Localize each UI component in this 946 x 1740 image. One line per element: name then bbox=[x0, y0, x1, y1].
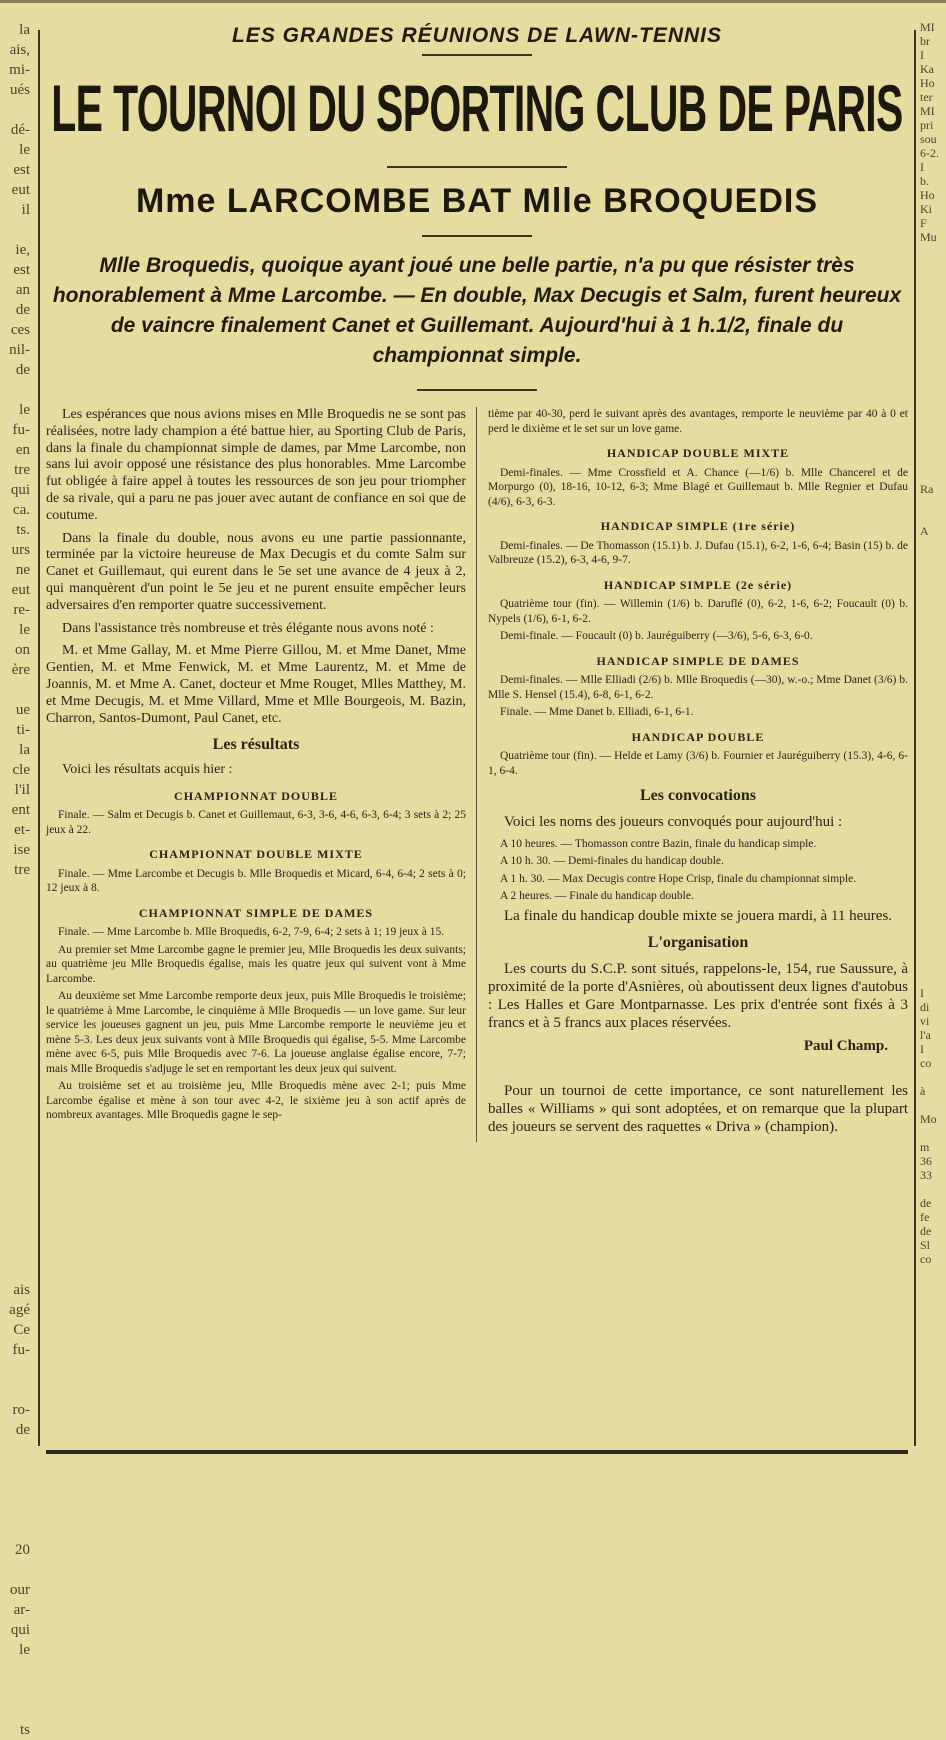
edge-fragment: l'a bbox=[920, 1028, 931, 1042]
result-mixed: Finale. — Mme Larcombe et Decugis b. Mlle Broquedis et Micard, 6-4, 6-4; 2 sets à 0; 12 jeux à 8. bbox=[46, 867, 466, 895]
edge-fragment: le bbox=[19, 1642, 30, 1658]
edge-fragment: de bbox=[15, 302, 30, 318]
results-title: Les résultats bbox=[212, 736, 300, 754]
edge-fragment: ar- bbox=[13, 1602, 30, 1618]
edge-fragment: ués bbox=[10, 82, 30, 98]
handicap-dames-semis: Demi-finales. — Mlle Elliadi (2/6) b. Mlle Broquedis (—30), w.-o.; Mme Danet (3/6) b. Mlle S. Hensel (15.4), 6-8, 6-1, 6-2. bbox=[488, 674, 908, 701]
edge-fragment: est bbox=[13, 262, 30, 278]
result-heading-ladies: CHAMPIONNAT SIMPLE DE DAMES bbox=[138, 905, 374, 920]
edge-fragment bbox=[0, 980, 30, 1000]
handicap-double-mixte: Demi-finales. — Mme Crossfield et A. Chance (—1/6) b. Mlle Chancerel et de Morpurgo (0), 18-16, 10-12, 6-3; Mme Blagé et Guillemaut b. Mlle Regnier et Dufau (4/6), 6-3, 6-3. bbox=[488, 466, 908, 508]
edge-fragment bbox=[920, 902, 946, 916]
edge-fragment bbox=[0, 680, 30, 700]
edge-fragment: eut bbox=[11, 582, 30, 598]
edge-fragment bbox=[0, 1080, 30, 1100]
edge-fragment: est bbox=[13, 162, 30, 178]
edge-fragment bbox=[0, 940, 30, 960]
edge-fragment: 33 bbox=[920, 1168, 932, 1182]
edge-fragment: qui bbox=[10, 482, 30, 498]
right-column bbox=[488, 407, 908, 1142]
organisation-title: L'organisation bbox=[647, 933, 749, 951]
edge-fragment: en bbox=[15, 442, 30, 458]
edge-fragment: tre bbox=[14, 862, 30, 878]
edge-fragment bbox=[0, 960, 30, 980]
edge-fragment bbox=[0, 1360, 30, 1380]
results-block bbox=[46, 789, 466, 1123]
edge-fragment: fu- bbox=[12, 1342, 30, 1358]
edge-fragment: MI bbox=[920, 20, 935, 34]
result-ladies-set3: Au troisième set et au troisième jeu, Mlle Broquedis mène avec 2-1; puis Mme Larcombe égalise et mène à son tour avec 4-2, le sixième jeu à son actif après de nombreux avantages. Mlle Broquedis gagne le sep- bbox=[46, 1080, 466, 1122]
kicker: LES GRANDES RÉUNIONS DE LAWN-TENNIS bbox=[231, 24, 723, 47]
handicap-simple-2-semi: Demi-finale. — Foucault (0) b. Jauréguiberry (—3/6), 5-6, 6-3, 6-0. bbox=[500, 630, 813, 642]
edge-fragment: ti- bbox=[16, 722, 30, 738]
edge-fragment bbox=[920, 776, 946, 790]
edge-fragment: ue bbox=[15, 702, 30, 718]
edge-fragment bbox=[920, 636, 946, 650]
edge-fragment: eut bbox=[11, 182, 30, 198]
headline: LE TOURNOI DU SPORTING CLUB DE PARIS bbox=[51, 71, 903, 145]
edge-fragment: vi bbox=[920, 1014, 930, 1028]
organisation-text: Les courts du S.C.P. sont situés, rappelons-le, 154, rue Saussure, à proximité de la porte d'Asnières, où aboutissent deux lignes d'autobus : Les Halles et Gare Montparnasse. Les prix d'entrée sont fixés à 3 francs et à 5 francs aux places réservées. bbox=[488, 960, 908, 1031]
edge-fragment: ais, bbox=[9, 42, 30, 58]
edge-fragment bbox=[0, 380, 30, 400]
edge-fragment bbox=[920, 832, 946, 846]
edge-fragment bbox=[0, 1000, 30, 1020]
bottom-rule bbox=[46, 1450, 908, 1454]
convocation-item: A 10 heures. — Thomasson contre Bazin, finale du handicap simple. bbox=[500, 837, 817, 850]
article-columns bbox=[46, 407, 908, 1142]
edge-fragment bbox=[0, 1520, 30, 1540]
handicap-dames-final: Finale. — Mme Danet b. Elliadi, 6-1, 6-1. bbox=[500, 706, 694, 718]
edge-fragment bbox=[0, 1040, 30, 1060]
edge-fragment: ise bbox=[13, 842, 30, 858]
edge-fragment bbox=[920, 720, 946, 734]
edge-fragment bbox=[0, 1700, 30, 1720]
edge-fragment bbox=[0, 920, 30, 940]
edge-fragment: co bbox=[920, 1252, 932, 1266]
edge-fragment bbox=[920, 440, 946, 454]
edge-fragment bbox=[920, 790, 946, 804]
edge-fragment: an bbox=[15, 282, 30, 298]
edge-fragment: co bbox=[920, 1056, 932, 1070]
edge-fragment bbox=[0, 1100, 30, 1120]
edge-fragment bbox=[920, 860, 946, 874]
edge-fragment: Mu bbox=[920, 230, 937, 244]
edge-fragment bbox=[0, 1020, 30, 1040]
edge-fragment: br bbox=[920, 34, 930, 48]
edge-fragment: nil- bbox=[9, 342, 30, 358]
edge-fragment: Mo bbox=[920, 1112, 937, 1126]
edge-fragment: Ce bbox=[13, 1322, 30, 1338]
edge-fragment: l'il bbox=[14, 782, 30, 798]
handicap-double: Quatrième tour (fin). — Helde et Lamy (3/6) b. Fournier et Jauréguiberry (15.3), 4-6, 6-1, 6-4. bbox=[488, 750, 908, 777]
edge-fragment: tre bbox=[14, 462, 30, 478]
edge-fragment: ro- bbox=[12, 1402, 30, 1418]
edge-fragment: fu- bbox=[12, 422, 30, 438]
edge-fragment bbox=[920, 734, 946, 748]
edge-fragment bbox=[920, 1070, 946, 1084]
edge-fragment bbox=[0, 900, 30, 920]
edge-fragment: de bbox=[15, 1422, 30, 1438]
result-heading-double: CHAMPIONNAT DOUBLE bbox=[174, 788, 338, 803]
edge-fragment bbox=[920, 496, 946, 510]
handicap-simple-2-round4: Quatrième tour (fin). — Willemin (1/6) b. Daruflé (0), 6-2, 1-6, 6-2; Foucault (0) b. Nypels (1/6), 6-1, 6-2. bbox=[488, 598, 908, 625]
edge-fragment: cle bbox=[12, 762, 30, 778]
edge-fragment bbox=[920, 468, 946, 482]
result-ladies-set1: Au premier set Mme Larcombe gagne le premier jeu, Mlle Broquedis les deux suivants; au quatrième jeu Mlle Broquedis égalise, mais les quatre jeux qui suivent vont à Mme Larcombe. bbox=[46, 943, 466, 985]
edge-fragment bbox=[920, 874, 946, 888]
edge-fragment: ais bbox=[13, 1282, 30, 1298]
edge-fragment: re- bbox=[13, 602, 30, 618]
left-column-rule bbox=[38, 30, 40, 1446]
edge-fragment bbox=[0, 1060, 30, 1080]
edge-fragment: A bbox=[920, 524, 929, 538]
convocation-item: A 1 h. 30. — Max Decugis contre Hope Crisp, finale du championnat simple. bbox=[500, 872, 857, 885]
edge-fragment bbox=[920, 566, 946, 580]
edge-fragment: ts bbox=[19, 1722, 30, 1738]
mixed-final-note: La finale du handicap double mixte se jouera mardi, à 11 heures. bbox=[504, 907, 893, 924]
convocations-list bbox=[488, 837, 908, 904]
edge-fragment bbox=[920, 1098, 946, 1112]
edge-fragment: sou bbox=[920, 132, 937, 146]
edge-fragment: le bbox=[19, 142, 30, 158]
edge-fragment bbox=[920, 692, 946, 706]
edge-fragment bbox=[920, 398, 946, 412]
edge-fragment bbox=[920, 608, 946, 622]
edge-fragment: MI bbox=[920, 104, 935, 118]
top-border bbox=[0, 0, 946, 3]
edge-fragment: à bbox=[920, 1084, 926, 1098]
edge-fragment bbox=[0, 1660, 30, 1680]
edge-fragment bbox=[920, 972, 946, 986]
edge-fragment bbox=[920, 538, 946, 552]
edge-fragment bbox=[920, 650, 946, 664]
edge-fragment: ts. bbox=[16, 522, 30, 538]
edge-fragment bbox=[920, 1182, 946, 1196]
intro-paragraph-2: Dans la finale du double, nous avons eu une partie passionnante, terminée par la victoire heureuse de Max Decugis et du comte Salm sur Canet et Guillemaut, qui eurent dans le 5e set une avance de 4 jeux à 2, qui manquèrent d'un point le 5e jeu et ne purent ensuite empêcher leurs adversaires d'en remporter quatre successivement. bbox=[46, 530, 466, 613]
edge-fragment bbox=[920, 622, 946, 636]
edge-fragment bbox=[920, 412, 946, 426]
edge-fragment bbox=[0, 1500, 30, 1520]
edge-fragment bbox=[920, 370, 946, 384]
edge-fragment: le bbox=[19, 622, 30, 638]
column-divider bbox=[476, 407, 477, 1142]
edge-fragment bbox=[0, 1440, 30, 1460]
continuation-text: tième par 40-30, perd le suivant après des avantages, remporte le neuvième par 40 à 0 et perd le dixième et le set sur un love game. bbox=[488, 408, 908, 435]
edge-fragment: la bbox=[19, 742, 30, 758]
edge-fragment: F bbox=[920, 216, 927, 230]
edge-fragment bbox=[0, 1120, 30, 1140]
edge-fragment: Ho bbox=[920, 76, 935, 90]
edge-fragment: fe bbox=[920, 1210, 930, 1224]
edge-fragment: Ra bbox=[920, 482, 934, 496]
edge-fragment: m bbox=[920, 1140, 930, 1154]
heading-handicap-double-mixte: HANDICAP DOUBLE MIXTE bbox=[606, 446, 790, 460]
results-intro: Voici les résultats acquis hier : bbox=[62, 762, 233, 778]
edge-fragment bbox=[0, 1480, 30, 1500]
edge-fragment: Ka bbox=[920, 62, 934, 76]
edge-fragment bbox=[920, 426, 946, 440]
edge-fragment: I bbox=[920, 1042, 924, 1056]
heading-handicap-simple-2: HANDICAP SIMPLE (2e série) bbox=[603, 577, 793, 592]
edge-fragment: I bbox=[920, 48, 924, 62]
edge-fragment: Ho bbox=[920, 188, 935, 202]
deck-summary: Mlle Broquedis, quoique ayant joué une belle partie, n'a pu que résister très honorablement à Mme Larcombe. — En double, Max Decugis et Salm, furent heureux de vaincre finalement Canet et Guillemant. Aujourd'hui à 1 h.1/2, finale du championnat simple. bbox=[52, 254, 902, 367]
edge-fragment bbox=[920, 300, 946, 314]
handicap-results bbox=[488, 407, 908, 778]
kicker-rule bbox=[422, 54, 532, 56]
closing-note: Pour un tournoi de cette importance, ce sont naturellement les balles « Williams » qui sont adoptées, et on remarque que la plupart des joueurs se servent des raquettes « Driva » (champion). bbox=[488, 1083, 908, 1136]
edge-fragment: la bbox=[19, 22, 30, 38]
right-adjacent-column-fragment bbox=[920, 20, 946, 1420]
edge-fragment: ne bbox=[15, 562, 30, 578]
edge-fragment bbox=[920, 678, 946, 692]
edge-fragment bbox=[920, 272, 946, 286]
edge-fragment bbox=[920, 258, 946, 272]
result-ladies-set2: Au deuxième set Mme Larcombe remporte deux jeux, puis Mlle Broquedis le troisième; le quatrième à Mme Larcombe, le cinquième à Mlle Broquedis — un love game. Sur leur service les joueuses gagnent un jeu, puis Mme Larcombe remporte le neuvième jeu et mène 5-3. Les deux jeux suivants vont à Mlle Broquedis qui égalise, 5-5. Mme Larcombe mène avec 6-5, puis Mlle Broquedis avec 7-6. La joueuse anglaise égalise encore, 7-7; mais Mlle Broquedis s'adjuge le set en remportant les deux jeux qui suivent. bbox=[46, 990, 466, 1075]
edge-fragment bbox=[0, 100, 30, 120]
edge-fragment bbox=[0, 1460, 30, 1480]
edge-fragment bbox=[0, 220, 30, 240]
left-column bbox=[46, 407, 466, 1142]
edge-fragment bbox=[920, 706, 946, 720]
edge-fragment: I bbox=[920, 160, 924, 174]
edge-fragment: our bbox=[10, 1582, 30, 1598]
edge-fragment: pri bbox=[920, 118, 934, 132]
result-ladies-final: Finale. — Mme Larcombe b. Mlle Broquedis, 6-2, 7-9, 6-4; 2 sets à 1; 19 jeux à 15. bbox=[58, 926, 445, 939]
result-heading-mixed: CHAMPIONNAT DOUBLE MIXTE bbox=[149, 847, 363, 862]
edge-fragment bbox=[0, 1160, 30, 1180]
intro-paragraph-3: Dans l'assistance très nombreuse et très élégante nous avons noté : bbox=[62, 620, 434, 636]
edge-fragment bbox=[920, 804, 946, 818]
edge-fragment: ent bbox=[11, 802, 30, 818]
edge-fragment: de bbox=[920, 1224, 932, 1238]
edge-fragment bbox=[920, 314, 946, 328]
edge-fragment bbox=[920, 748, 946, 762]
edge-fragment: 6-2. bbox=[920, 146, 939, 160]
author-signature: Paul Champ. bbox=[803, 1037, 888, 1054]
edge-fragment bbox=[0, 1560, 30, 1580]
edge-fragment bbox=[920, 958, 946, 972]
edge-fragment: dé- bbox=[10, 122, 30, 138]
edge-fragment: mi- bbox=[9, 62, 30, 78]
edge-fragment: et- bbox=[14, 822, 30, 838]
edge-fragment bbox=[920, 930, 946, 944]
edge-fragment bbox=[0, 1240, 30, 1260]
edge-fragment: il bbox=[21, 202, 30, 218]
edge-fragment bbox=[920, 1126, 946, 1140]
edge-fragment bbox=[920, 510, 946, 524]
edge-fragment: ca. bbox=[12, 502, 30, 518]
edge-fragment bbox=[0, 1200, 30, 1220]
edge-fragment bbox=[920, 384, 946, 398]
edge-fragment: de bbox=[15, 362, 30, 378]
subhead-rule bbox=[422, 235, 532, 237]
edge-fragment: le bbox=[19, 402, 30, 418]
convocations-title: Les convocations bbox=[640, 787, 756, 804]
edge-fragment: Sl bbox=[920, 1238, 931, 1252]
attendees-list: M. et Mme Gallay, M. et Mme Pierre Gillou, M. et Mme Danet, Mme Gentien, M. et Mme Fenwick, M. et Mme Laurentz, M. et Mme de Joannis, M. et Mme A. Canet, docteur et Mme Rouget, Mlles Matthey, M. et Mme Decugis, M. et Mme Villard, Mme et Mlle Bourgeois, M. Bazin, Charron, Santos-Dumont, Paul Canet, etc. bbox=[46, 643, 466, 726]
left-adjacent-column-fragment bbox=[0, 20, 30, 1738]
handicap-simple-1: Demi-finales. — De Thomasson (15.1) b. J. Dufau (15.1), 6-2, 1-6, 6-4; Basin (15) b. de Valbreuze (15.2), 6-3, 4-6, 9-7. bbox=[488, 539, 908, 566]
edge-fragment bbox=[920, 286, 946, 300]
edge-fragment bbox=[920, 328, 946, 342]
edge-fragment bbox=[920, 356, 946, 370]
right-column-rule bbox=[914, 30, 916, 1446]
subheadline: Mme LARCOMBE BAT Mlle BROQUEDIS bbox=[135, 182, 819, 220]
heading-handicap-simple-1: HANDICAP SIMPLE (1re série) bbox=[600, 519, 796, 533]
edge-fragment bbox=[920, 944, 946, 958]
edge-fragment bbox=[920, 762, 946, 776]
convocations-intro: Voici les noms des joueurs convoqués pour aujourd'hui : bbox=[504, 813, 843, 830]
edge-fragment: agé bbox=[9, 1302, 30, 1318]
convocation-item: A 2 heures. — Finale du handicap double. bbox=[500, 890, 694, 903]
article bbox=[46, 18, 908, 1142]
heading-handicap-dames: HANDICAP SIMPLE DE DAMES bbox=[596, 653, 800, 668]
edge-fragment bbox=[920, 594, 946, 608]
edge-fragment: b. bbox=[920, 174, 929, 188]
edge-fragment: Ki bbox=[920, 202, 932, 216]
edge-fragment bbox=[920, 818, 946, 832]
edge-fragment bbox=[0, 1220, 30, 1240]
edge-fragment: urs bbox=[11, 542, 30, 558]
edge-fragment bbox=[920, 664, 946, 678]
intro-paragraph-1: Les espérances que nous avions mises en Mlle Broquedis ne se sont pas réalisées, notre lady champion a été battue hier, au Sporting Club de Paris, dans la finale du championnat simple de dames, par Mme Larcombe, non sans lui avoir opposé une résistance des plus honorables. Mme Larcombe fut obligée à faire appel à toutes les ressources de son jeu pour triompher de sa rivale, qui a paru ne pas jouer avec autant de confiance en soi que de coutume. bbox=[46, 407, 466, 523]
edge-fragment bbox=[920, 454, 946, 468]
heading-handicap-double: HANDICAP DOUBLE bbox=[631, 729, 765, 744]
edge-fragment bbox=[0, 1180, 30, 1200]
edge-fragment: 36 bbox=[920, 1154, 932, 1168]
ornament-rule bbox=[417, 389, 537, 391]
edge-fragment bbox=[920, 244, 946, 258]
edge-fragment: on bbox=[15, 642, 30, 658]
edge-fragment: 20 bbox=[15, 1542, 30, 1558]
edge-fragment: I bbox=[920, 986, 924, 1000]
result-double: Finale. — Salm et Decugis b. Canet et Guillemaut, 6-3, 3-6, 4-6, 6-3, 6-4; 3 sets à 2; 25 jeux à 22. bbox=[46, 809, 466, 836]
headline-rule bbox=[387, 166, 567, 168]
edge-fragment bbox=[0, 1680, 30, 1700]
edge-fragment bbox=[0, 1140, 30, 1160]
edge-fragment: di bbox=[920, 1000, 930, 1014]
edge-fragment bbox=[920, 552, 946, 566]
edge-fragment: ces bbox=[10, 322, 30, 338]
edge-fragment: de bbox=[920, 1196, 932, 1210]
edge-fragment bbox=[920, 580, 946, 594]
edge-fragment bbox=[920, 916, 946, 930]
edge-fragment bbox=[920, 846, 946, 860]
edge-fragment bbox=[0, 880, 30, 900]
edge-fragment: ère bbox=[11, 662, 30, 678]
edge-fragment bbox=[0, 1260, 30, 1280]
edge-fragment: ie, bbox=[15, 242, 30, 258]
edge-fragment: qui bbox=[10, 1622, 30, 1638]
convocation-item: A 10 h. 30. — Demi-finales du handicap double. bbox=[500, 855, 724, 868]
edge-fragment bbox=[920, 342, 946, 356]
edge-fragment bbox=[0, 1380, 30, 1400]
edge-fragment bbox=[920, 888, 946, 902]
edge-fragment: ter bbox=[920, 90, 933, 104]
